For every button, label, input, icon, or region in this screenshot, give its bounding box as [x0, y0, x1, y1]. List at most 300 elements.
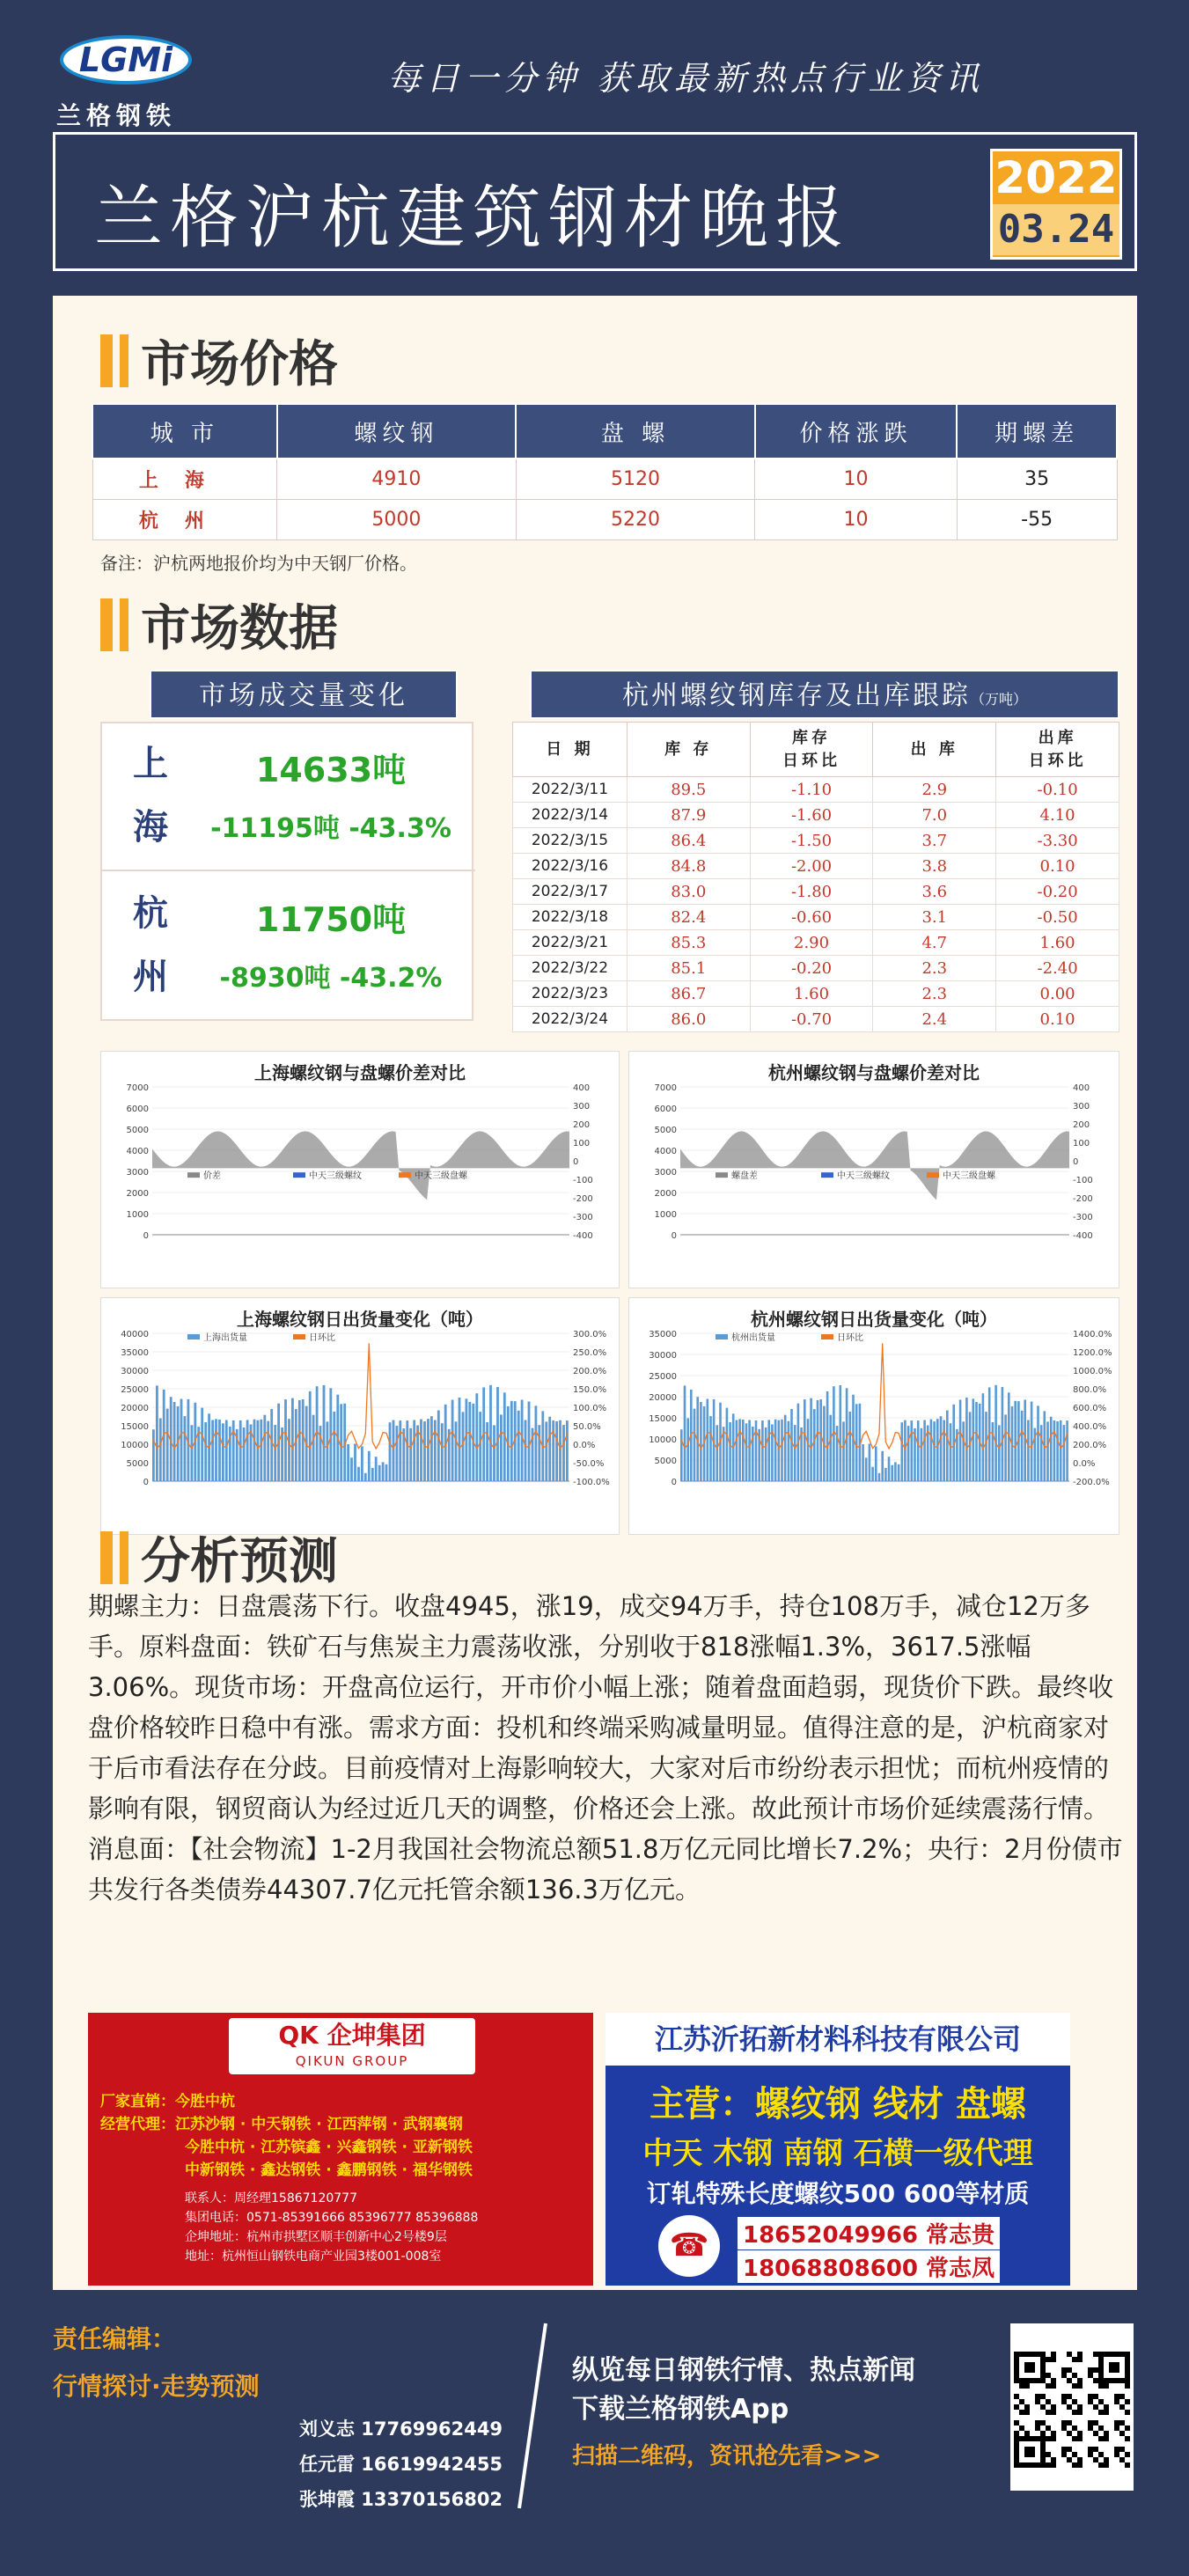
- shipment-bar: [566, 1420, 569, 1481]
- shipment-bar: [267, 1421, 269, 1481]
- qr-module: [1125, 2426, 1130, 2431]
- shipment-bar: [898, 1464, 900, 1481]
- qr-module: [1051, 2457, 1056, 2462]
- shipment-bar: [357, 1467, 360, 1481]
- inventory-header: 日 期 库 存 库存 日环比 出 库 出库 日环比: [513, 723, 1119, 777]
- qr-module: [1088, 2373, 1093, 2378]
- shipment-bar: [761, 1420, 764, 1481]
- qr-module: [1125, 2410, 1130, 2415]
- qr-module: [1125, 2436, 1130, 2441]
- shipment-bar: [479, 1412, 481, 1481]
- shipment-bar: [871, 1467, 874, 1481]
- qr-module: [1019, 2426, 1024, 2431]
- shipment-bar: [972, 1398, 975, 1481]
- qr-code-icon[interactable]: [1010, 2323, 1134, 2491]
- y2-tick-label: 1200.0%: [1073, 1348, 1112, 1358]
- shipment-bar: [767, 1420, 770, 1481]
- shipment-bar: [378, 1465, 381, 1481]
- section-header-price: 市场价格: [100, 326, 338, 396]
- y-tick-label: 35000: [649, 1330, 677, 1339]
- date-badge: [990, 149, 1122, 260]
- shipment-bar: [1063, 1425, 1066, 1481]
- promo-line-2: 下载兰格钢铁App: [572, 2394, 789, 2425]
- shipment-bar: [166, 1409, 169, 1481]
- qr-module: [1019, 2399, 1024, 2404]
- chart-hz-spread-svg: [629, 1052, 1119, 1288]
- y-tick-label: 15000: [649, 1414, 677, 1424]
- shipment-bar: [347, 1444, 349, 1481]
- qr-finder-core: [1024, 2362, 1035, 2373]
- shipment-bar: [1027, 1420, 1030, 1482]
- y2-tick-label: -200: [573, 1194, 593, 1204]
- qr-module: [1040, 2420, 1046, 2426]
- shipment-bar: [298, 1400, 301, 1481]
- qr-module: [1098, 2426, 1104, 2431]
- shipment-bar: [243, 1427, 246, 1481]
- qr-module: [1098, 2383, 1104, 2389]
- y2-tick-label: 0.0%: [573, 1441, 596, 1450]
- news-paragraph: 消息面：【社会物流】1-2月我国社会物流总额51.8万亿元同比增长7.2%；央行：2月份债市共发行各类债券44307.7亿元托管余额136.3万亿元。: [88, 1834, 1123, 1904]
- qr-module: [1024, 2410, 1030, 2415]
- shipment-bar: [738, 1419, 741, 1481]
- shipment-bar: [1014, 1401, 1017, 1481]
- qr-module: [1072, 2373, 1077, 2378]
- shipment-bar: [500, 1414, 503, 1481]
- qr-module: [1014, 2404, 1019, 2410]
- qr-module: [1040, 2404, 1046, 2410]
- y-tick-label: 1000: [126, 1210, 149, 1220]
- qr-module: [1051, 2378, 1056, 2383]
- qr-module: [1019, 2383, 1024, 2389]
- qr-module: [1093, 2352, 1098, 2357]
- qr-module: [1077, 2352, 1083, 2357]
- shipment-bar: [840, 1385, 842, 1481]
- y2-tick-label: 200: [1073, 1120, 1090, 1130]
- qr-module: [1072, 2383, 1077, 2389]
- qr-module: [1072, 2399, 1077, 2404]
- qr-module: [1061, 2452, 1067, 2457]
- legend-label: 中天三级螺纹: [837, 1171, 890, 1182]
- shipment-bar: [246, 1420, 249, 1481]
- qr-module: [1040, 2394, 1046, 2399]
- shipment-bar: [437, 1411, 440, 1482]
- legend-swatch: [821, 1172, 833, 1178]
- shipment-bar: [371, 1468, 374, 1481]
- shipment-bar: [156, 1385, 158, 1481]
- qr-module: [1067, 2367, 1072, 2373]
- shipment-bar: [884, 1468, 887, 1481]
- qr-module: [1104, 2431, 1109, 2436]
- shipment-bar: [451, 1400, 454, 1482]
- shipment-bar: [191, 1425, 194, 1481]
- shipment-bar: [423, 1421, 426, 1481]
- shipment-bar: [257, 1420, 260, 1481]
- y2-tick-label: -100.0%: [573, 1478, 610, 1487]
- brand-logo: [51, 25, 201, 130]
- qr-module: [1125, 2462, 1130, 2468]
- chart-sh-spread: 上海螺纹钢与盘螺价差对比 7000 6000 5000 4000 3000 2000 1000 0 400 300 200 100 0 -100 -200 -300 -400 价差 中天三级螺纹 中天三级盘螺: [100, 1051, 620, 1288]
- y-tick-label: 10000: [121, 1441, 149, 1450]
- qr-module: [1046, 2399, 1051, 2404]
- shipment-bar: [1056, 1421, 1059, 1481]
- qr-module: [1114, 2452, 1119, 2457]
- qr-module: [1077, 2462, 1083, 2468]
- shipment-bar: [385, 1464, 388, 1481]
- qr-module: [1072, 2462, 1077, 2468]
- qr-module: [1046, 2452, 1051, 2457]
- table-row: 杭州 5000 5220 10 -55: [92, 499, 1117, 539]
- shipment-bar: [946, 1411, 949, 1482]
- legend-label: 中天三级盘螺: [415, 1171, 467, 1182]
- shipment-bar: [992, 1422, 995, 1481]
- y-tick-label: 2000: [126, 1189, 149, 1199]
- shipment-bar: [409, 1428, 412, 1481]
- shipment-bar: [434, 1420, 437, 1482]
- qr-module: [1051, 2352, 1056, 2357]
- qr-module: [1093, 2447, 1098, 2452]
- y-tick-label: 5000: [126, 1126, 149, 1135]
- qr-module: [1040, 2431, 1046, 2436]
- shipment-bar: [302, 1399, 305, 1481]
- y-tick-label: 5000: [126, 1459, 149, 1469]
- qr-module: [1067, 2457, 1072, 2462]
- qr-module: [1051, 2436, 1056, 2441]
- legend-label: 中天三级螺纹: [309, 1171, 362, 1182]
- chart-hz-shipment-svg: [629, 1298, 1119, 1534]
- chart-sh-shipment-svg: [101, 1298, 619, 1534]
- shipment-bar: [784, 1415, 787, 1481]
- y-tick-label: 0: [143, 1231, 149, 1241]
- qr-module: [1046, 2373, 1051, 2378]
- price-table-header: 城 市 螺纹钢 盘 螺 价格涨跌 期螺差: [92, 404, 1117, 459]
- promo-line-1: 纵览每日钢铁行情、热点新闻: [572, 2355, 915, 2386]
- y-tick-label: 7000: [654, 1083, 677, 1093]
- legend-swatch: [293, 1172, 305, 1178]
- phone-icon: ☎: [658, 2215, 720, 2277]
- shipment-bar: [962, 1421, 965, 1481]
- qr-module: [1088, 2420, 1093, 2426]
- shipment-bar: [430, 1416, 433, 1481]
- qr-module: [1077, 2357, 1083, 2362]
- shipment-bar: [736, 1420, 738, 1482]
- qr-module: [1088, 2367, 1093, 2373]
- shipment-bar: [475, 1393, 478, 1481]
- y-tick-label: 6000: [126, 1105, 149, 1114]
- qr-module: [1114, 2426, 1119, 2431]
- shipment-bar: [270, 1409, 273, 1481]
- y2-tick-label: -50.0%: [573, 1459, 605, 1469]
- legend-label: 日环比: [837, 1333, 863, 1343]
- shipment-bar: [921, 1428, 923, 1481]
- qr-module: [1114, 2399, 1119, 2404]
- table-row: 2022/3/21 85.3 2.90 4.7 1.60: [513, 930, 1119, 956]
- shipment-bar: [295, 1409, 297, 1481]
- shipment-bar: [413, 1420, 415, 1482]
- shipment-bar: [745, 1423, 748, 1481]
- qr-module: [1061, 2420, 1067, 2426]
- section-header-data: 市场数据: [100, 590, 338, 660]
- shipment-bar: [865, 1457, 868, 1481]
- shipment-bar: [291, 1398, 294, 1481]
- qr-module: [1024, 2383, 1030, 2389]
- shipment-bar: [309, 1391, 312, 1481]
- analysis-paragraph: 期螺主力：日盘震荡下行。收盘4945，涨19，成交94万手，持仓108万手，减仓12万多手。原料盘面：铁矿石与焦炭主力震荡收涨，分别收于818涨幅1.3%，3617.5涨幅3.06%。现货市场：开盘高位运行，开市价小幅上涨；随着盘面趋弱，现货价下跌。最终收盘价格较昨日稳中有涨。需求方面：投机和终端采购减量明显。值得注意的是，沪杭商家对于后市看法存在分歧。目前疫情对上海影响较大，大家对后市纷纷表示担忧；而杭州疫情的影响有限，钢贸商认为经过近几天的调整，价格还会上涨。故此预计市场价延续震荡行情。: [88, 1591, 1114, 1824]
- qr-module: [1077, 2431, 1083, 2436]
- qr-module: [1046, 2462, 1051, 2468]
- shipment-bar: [545, 1421, 547, 1481]
- shipment-bar: [493, 1425, 495, 1481]
- qr-module: [1046, 2357, 1051, 2362]
- shipment-bar: [340, 1404, 342, 1481]
- shipment-bar: [982, 1393, 985, 1481]
- legend-swatch: [187, 1172, 200, 1178]
- inventory-table: [512, 722, 1119, 1032]
- qr-module: [1104, 2410, 1109, 2415]
- shipment-bar: [382, 1462, 385, 1481]
- shipment-bar: [985, 1412, 987, 1481]
- shipment-bar: [396, 1426, 399, 1481]
- shipment-bar: [917, 1420, 920, 1481]
- shipment-bar: [765, 1427, 767, 1481]
- shipment-bar: [998, 1425, 1001, 1481]
- qr-module: [1035, 2394, 1040, 2399]
- shipment-bar: [548, 1417, 551, 1481]
- y-tick-label: 25000: [121, 1385, 149, 1395]
- shipment-bar: [729, 1422, 731, 1481]
- shipment-bar: [274, 1425, 276, 1481]
- qr-module: [1125, 2399, 1130, 2404]
- shipment-bar: [323, 1385, 326, 1481]
- qr-module: [1119, 2420, 1125, 2426]
- y2-tick-label: 1000.0%: [1073, 1367, 1112, 1376]
- shipment-bar: [904, 1420, 906, 1481]
- y2-tick-label: -100: [1073, 1176, 1093, 1185]
- shipment-bar: [1053, 1420, 1056, 1481]
- shipment-bar: [959, 1400, 962, 1482]
- qr-module: [1088, 2399, 1093, 2404]
- shipment-bar: [393, 1420, 395, 1481]
- shipment-bar: [222, 1423, 224, 1481]
- shipment-bar: [427, 1419, 429, 1481]
- shipment-bar: [804, 1399, 806, 1481]
- qr-module: [1046, 2436, 1051, 2441]
- legend-swatch: [716, 1334, 728, 1339]
- y-tick-label: 20000: [649, 1393, 677, 1403]
- shipment-bar: [253, 1420, 256, 1481]
- qr-module: [1104, 2457, 1109, 2462]
- shipment-bar: [562, 1425, 565, 1481]
- qr-module: [1067, 2447, 1072, 2452]
- ad-yituo[interactable]: 江苏沂拓新材料科技有限公司 主营：螺纹钢 线材 盘螺 中天 木钢 南钢 石横一级代理 订轧特殊长度螺纹500 600等材质 ☎ 18652049966 常志贵 18068808600 常志凤: [606, 2013, 1070, 2286]
- legend-swatch: [187, 1334, 200, 1339]
- qr-module: [1088, 2426, 1093, 2431]
- y2-tick-label: -200: [1073, 1194, 1093, 1204]
- table-row: 2022/3/15 86.4 -1.50 3.7 -3.30: [513, 828, 1119, 854]
- shipment-bar: [525, 1420, 527, 1482]
- shipment-bar: [911, 1420, 914, 1481]
- legend-label: 杭州出货量: [731, 1333, 775, 1343]
- report-body: [53, 296, 1137, 2290]
- qr-module: [1119, 2404, 1125, 2410]
- shipment-bar: [1066, 1420, 1068, 1481]
- y-tick-label: 0: [143, 1478, 149, 1487]
- shipment-bar: [232, 1420, 235, 1481]
- inventory-title: 杭州螺纹钢库存及出库跟踪（万吨）: [530, 670, 1119, 719]
- qr-module: [1061, 2394, 1067, 2399]
- qr-module: [1046, 2383, 1051, 2389]
- shipment-bar: [842, 1421, 845, 1481]
- shipment-bar: [288, 1419, 290, 1481]
- date-day: 03.24: [993, 204, 1119, 255]
- qr-module: [1104, 2383, 1109, 2389]
- table-row: 2022/3/23 86.7 1.60 2.3 0.00: [513, 981, 1119, 1007]
- qr-module: [1035, 2420, 1040, 2426]
- contact-1: 刘义志 17769962449: [299, 2418, 503, 2440]
- ad-qikun[interactable]: QK 企坤集团 QIKUN GROUP 厂家直销：今胜中杭 经营代理：江苏沙钢 · 中天钢铁 · 江西萍钢 · 武钢襄钢 今胜中杭 · 江苏镔鑫 · 兴鑫钢铁 · 亚新钢铁 中新钢铁 · 鑫达钢铁 · 鑫鹏钢铁 · 福华钢铁 联系人：周经理15867120777 集团电话：0571-85391666 85396777 85396888 企坤地址：杭州市拱墅区顺丰创新中心2号楼9层 地址：杭州恒山钢铁电商产业园3楼001-008室: [88, 2013, 593, 2286]
- qr-module: [1077, 2436, 1083, 2441]
- y-tick-label: 25000: [649, 1372, 677, 1382]
- shipment-bar: [878, 1473, 881, 1481]
- shipment-bar: [936, 1419, 939, 1481]
- table-row: 上海 4910 5120 10 35: [92, 459, 1117, 499]
- shipment-bar: [829, 1415, 832, 1481]
- legend-swatch: [821, 1334, 833, 1339]
- y2-tick-label: 100: [573, 1139, 591, 1149]
- shipment-bar: [368, 1451, 371, 1481]
- qr-module: [1067, 2431, 1072, 2436]
- y2-tick-label: 50.0%: [573, 1422, 601, 1432]
- qr-module: [1035, 2399, 1040, 2404]
- shipment-bar: [517, 1411, 520, 1481]
- y2-tick-label: 1400.0%: [1073, 1330, 1112, 1339]
- table-row: 2022/3/16 84.8 -2.00 3.8 0.10: [513, 854, 1119, 879]
- qr-module: [1051, 2404, 1056, 2410]
- y-tick-label: 3000: [654, 1168, 677, 1178]
- contact-2: 任元雷 16619942455: [299, 2454, 503, 2475]
- y-tick-label: 20000: [121, 1404, 149, 1413]
- qr-module: [1046, 2426, 1051, 2431]
- chart-sh-spread-svg: [101, 1052, 619, 1288]
- analysis-text: [88, 1586, 1123, 1910]
- qr-module: [1093, 2420, 1098, 2426]
- shipment-bar: [810, 1398, 812, 1481]
- shipment-bar: [826, 1391, 829, 1481]
- y2-tick-label: 100.0%: [573, 1404, 607, 1413]
- shipment-bar: [180, 1399, 183, 1482]
- qr-module: [1046, 2410, 1051, 2415]
- shipment-bar: [875, 1446, 877, 1481]
- qr-module: [1125, 2383, 1130, 2389]
- shipment-bar: [933, 1421, 936, 1481]
- shipment-bar: [528, 1402, 531, 1482]
- y2-tick-label: -300: [1073, 1213, 1093, 1222]
- shipment-bar: [1002, 1387, 1004, 1481]
- qr-module: [1061, 2447, 1067, 2452]
- qr-module: [1114, 2420, 1119, 2426]
- shipment-bar: [716, 1425, 719, 1481]
- y2-tick-label: 200: [573, 1120, 591, 1130]
- y2-tick-label: -300: [573, 1213, 593, 1222]
- chart-sh-shipment: 上海螺纹钢日出货量变化（吨） 40000 35000 30000 25000 20000 15000 10000 5000 0 300.0% 250.0% 200.0% 150.0% 100.0% 50.0% 0.0% -50.0% -100.0% 上海出货量 日环比: [100, 1297, 620, 1535]
- qr-module: [1077, 2457, 1083, 2462]
- y-tick-label: 7000: [126, 1083, 149, 1093]
- qr-module: [1088, 2452, 1093, 2457]
- table-row: 2022/3/11 89.5 -1.10 2.9 -0.10: [513, 777, 1119, 803]
- legend-swatch: [399, 1172, 411, 1178]
- shipment-bar: [686, 1419, 689, 1482]
- qr-module: [1067, 2404, 1072, 2410]
- qr-module: [1051, 2383, 1056, 2389]
- qr-module: [1093, 2404, 1098, 2410]
- shipment-bar: [943, 1420, 945, 1482]
- qr-module: [1072, 2436, 1077, 2441]
- shipment-bar: [940, 1416, 943, 1481]
- qr-module: [1067, 2420, 1072, 2426]
- shipment-bar: [462, 1412, 465, 1481]
- shipment-bar: [894, 1462, 897, 1481]
- shipment-bar: [1031, 1402, 1033, 1482]
- y2-tick-label: 0: [1073, 1157, 1079, 1167]
- qr-module: [1072, 2410, 1077, 2415]
- title-banner: [53, 132, 1137, 271]
- shipment-bar: [263, 1415, 266, 1481]
- shipment-bar: [420, 1420, 422, 1481]
- y2-tick-label: 100: [1073, 1139, 1090, 1149]
- shipment-bar: [965, 1398, 968, 1481]
- y2-tick-label: 300: [1073, 1102, 1090, 1112]
- shipment-bar: [204, 1422, 207, 1481]
- qr-module: [1114, 2447, 1119, 2452]
- shipment-bar: [312, 1415, 315, 1481]
- y2-tick-label: -400: [573, 1231, 593, 1241]
- shipment-bar: [742, 1420, 745, 1481]
- shipment-bar: [950, 1423, 952, 1481]
- table-row: 2022/3/18 82.4 -0.60 3.1 -0.50: [513, 905, 1119, 930]
- shipment-bar: [496, 1387, 499, 1481]
- legend-label: 螺盘差: [731, 1171, 758, 1182]
- section-header-analysis: 分析预测: [100, 1523, 338, 1593]
- qr-module: [1061, 2426, 1067, 2431]
- editor-subtitle: 行情探讨·走势预测: [53, 2372, 260, 2401]
- y2-tick-label: 0: [573, 1157, 579, 1167]
- y2-tick-label: 200.0%: [573, 1367, 607, 1376]
- legend-label: 中天三级盘螺: [943, 1171, 995, 1182]
- table-row: 2022/3/17 83.0 -1.80 3.6 -0.20: [513, 879, 1119, 905]
- price-table: [92, 403, 1118, 540]
- qr-module: [1051, 2410, 1056, 2415]
- y-tick-label: 30000: [649, 1351, 677, 1361]
- y2-tick-label: 800.0%: [1073, 1385, 1107, 1395]
- qr-module: [1093, 2378, 1098, 2383]
- shipment-bar: [923, 1420, 926, 1482]
- shipment-bar: [694, 1409, 696, 1481]
- shipment-bar: [510, 1401, 513, 1481]
- y2-tick-label: 400.0%: [1073, 1422, 1107, 1432]
- shipment-bar: [559, 1420, 561, 1481]
- shipment-bar: [211, 1420, 214, 1482]
- shipment-bar: [907, 1426, 910, 1481]
- shipment-bar: [159, 1419, 162, 1482]
- qr-module: [1061, 2373, 1067, 2378]
- y2-tick-label: -400: [1073, 1231, 1093, 1241]
- qr-module: [1104, 2462, 1109, 2468]
- promo-line-3: 扫描二维码，资讯抢先看>>>: [572, 2443, 882, 2470]
- spread-area: [152, 1131, 569, 1200]
- y-tick-label: 0: [671, 1478, 677, 1487]
- qr-module: [1098, 2452, 1104, 2457]
- qr-module: [1051, 2431, 1056, 2436]
- legend-label: 上海出货量: [203, 1333, 247, 1343]
